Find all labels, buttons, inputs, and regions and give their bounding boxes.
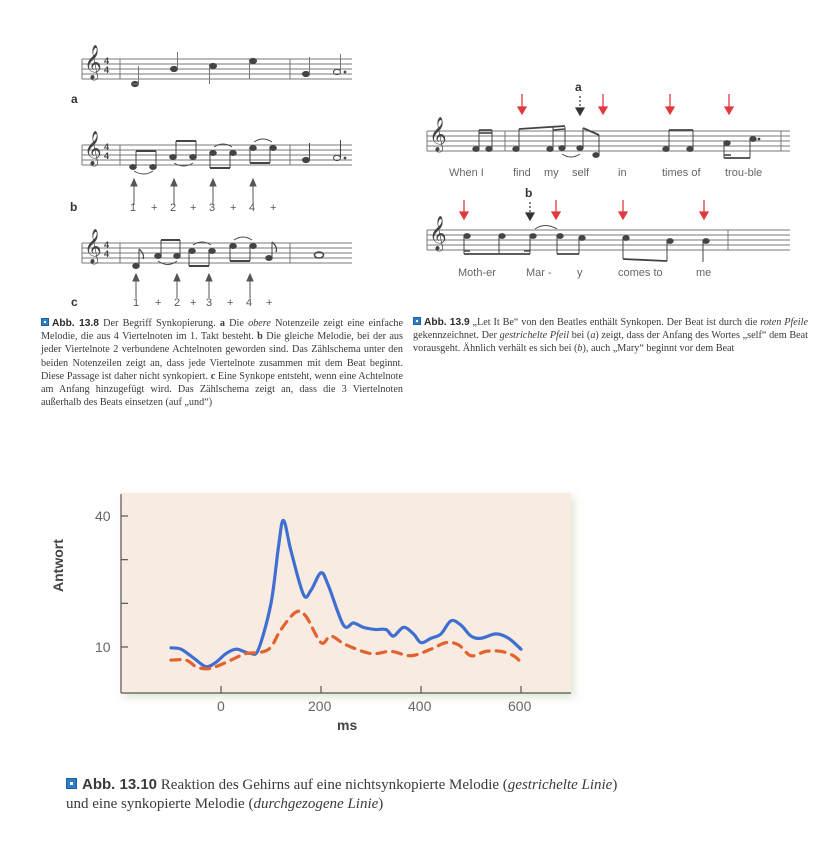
x-axis-label: ms: [337, 717, 358, 733]
y-tick-10: 10: [95, 639, 111, 655]
x-tick-200: 200: [308, 698, 332, 714]
figure-13-8-caption: Abb. 13.8 Der Begriff Synkopierung. a Die obere Notenzeile zeigt eine einfache Melodie, die aus 4 Viertelnoten im 1. Takt besteht. b Die gleiche Melodie, bei der aus jeder Viertelnote 2 verbundene Achtelnoten geworden sind. Das Zählschema unter den beiden Notenzeilen zeigt an, dass jede Viertelnote zusammen mit dem Beat beginnt. Diese Passage ist daher nicht synkopiert. c Eine Synkope entsteht, wenn eine Achtelnote am Anfang hinzugefügt wird. Das Zählschema zeigt an, dass die 3 Viertelnoten außerhalb des Beats einsetzen (auf „und“): [41, 318, 404, 409]
y-tick-40: 40: [95, 508, 111, 524]
dashed-series-line: [171, 611, 521, 669]
caption-body: Der Begriff Synkopierung. a Die obere Notenzeile zeigt eine einfache Melodie, die aus 4 Viertelnoten im 1. Takt besteht. b Die gleiche Melodie, bei der aus jeder Viertelnote 2 verbundene Achtelnoten geworden sind. Das Zählschema unter den beiden Notenzeilen zeigt an, dass jede Viertelnote zusammen mit dem Beat beginnt. Diese Passage ist daher nicht synkopiert. c Eine Synkope entsteht, wenn eine Achtelnote am Anfang hinzugefügt wird. Das Zählschema zeigt an, dass die 3 Viertelnoten außerhalb des Beats einsetzen (auf „und“): [41, 318, 404, 409]
time-signature: 4 4: [104, 142, 110, 161]
marker-a: a: [575, 80, 582, 94]
x-tick-0: 0: [217, 698, 225, 714]
time-signature: 4 4: [104, 56, 110, 75]
x-tick-600: 600: [508, 698, 532, 714]
figure-13-10-caption: Abb. 13.10 Reaktion des Gehirns auf eine nichtsynkopierte Melodie (gestrichelte Linie) und eine synkopierte Melodie (durchgezogene Linie): [66, 776, 618, 812]
x-tick-400: 400: [408, 698, 432, 714]
treble-clef-icon: 𝄞: [84, 230, 102, 263]
figure-marker-icon: [66, 778, 77, 789]
marker-b: b: [525, 186, 533, 200]
time-signature: 4 4: [104, 240, 110, 259]
caption-body: „Let It Be“ von den Beatles enthält Synkopen. Der Beat ist durch die roten Pfeile gekennzeichnet. Der gestrichelte Pfeil bei (a) zeigt, dass der Anfang des Wortes „self“ dem Beat vorausgeht. Ähnlich verhält es sich bei (b), auch „Mary“ beginnt vor dem Beat: [413, 317, 808, 355]
y-axis-label: Antwort: [50, 539, 66, 592]
row-label-a: a: [71, 92, 78, 106]
row-label-b: b: [70, 200, 78, 214]
figure-13-9-caption: Abb. 13.9 „Let It Be“ von den Beatles enthält Synkopen. Der Beat ist durch die roten Pfeile gekennzeichnet. Der gestrichelte Pfeil bei (a) zeigt, dass der Anfang des Wortes „self“ dem Beat vorausgeht. Ähnlich verhält es sich bei (b), auch „Mary“ beginnt vor dem Beat: [413, 317, 808, 355]
row-label-c: c: [71, 295, 78, 309]
treble-clef-icon: 𝄞: [429, 118, 447, 151]
treble-clef-icon: 𝄞: [84, 46, 102, 79]
treble-clef-icon: 𝄞: [429, 217, 447, 250]
caption-body: Reaktion des Gehirns auf eine nichtsynkopierte Melodie (gestrichelte Linie) und eine synkopierte Melodie (durchgezogene Linie): [66, 777, 618, 812]
treble-clef-icon: 𝄞: [84, 132, 102, 165]
